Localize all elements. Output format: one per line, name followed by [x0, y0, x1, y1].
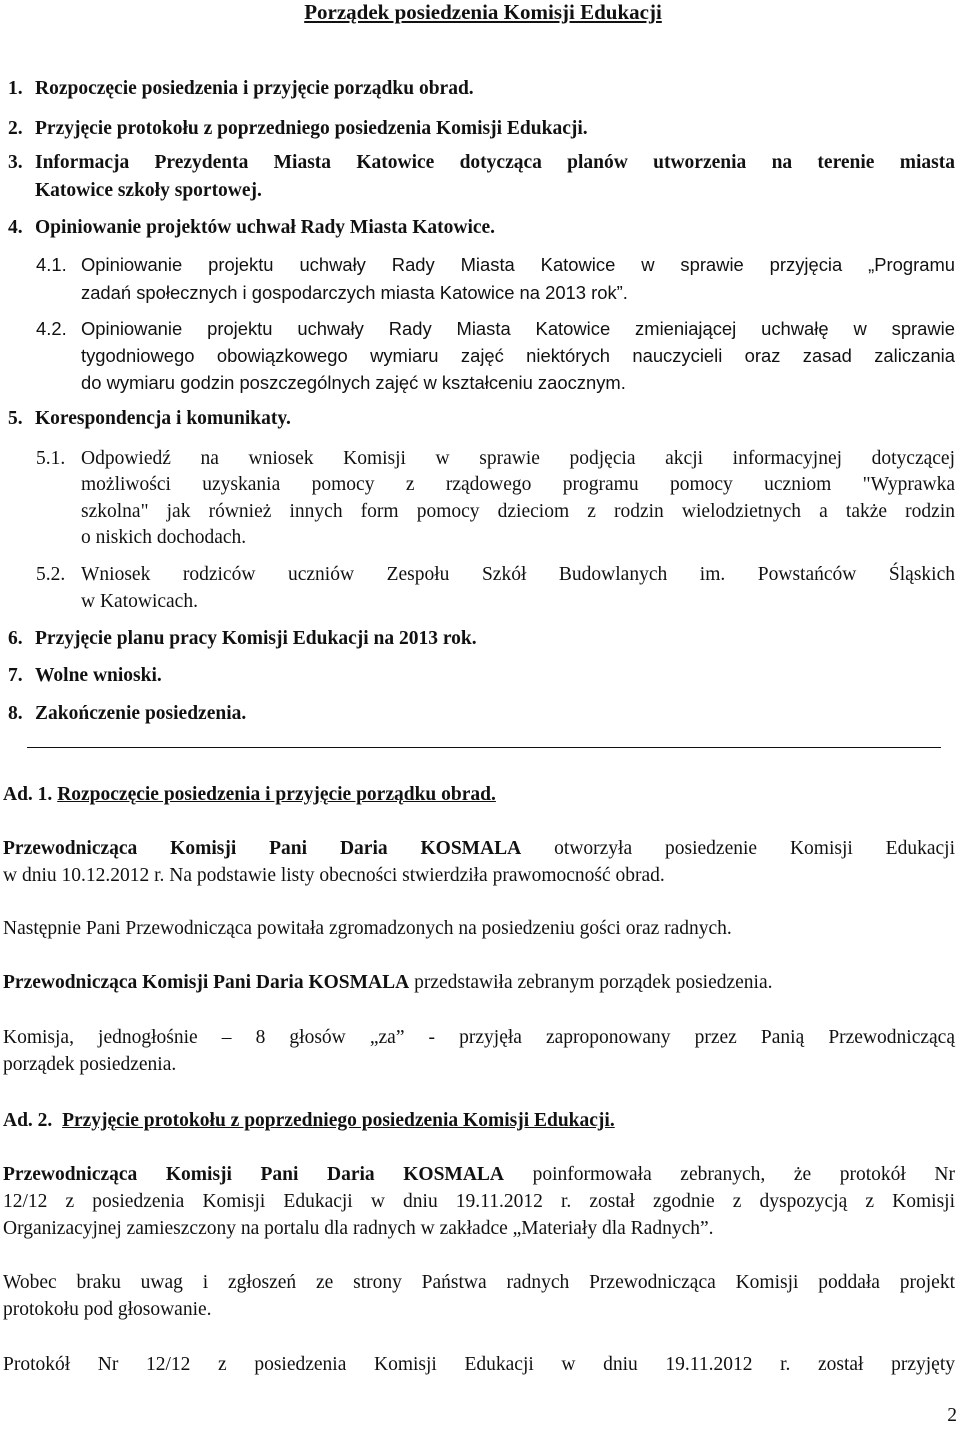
agenda-item-6: 6. Przyjęcie planu pracy Komisji Edukacji na 2013 rok. [8, 628, 477, 649]
ad2-paragraph-3: Protokół Nr 12/12 z posiedzenia Komisji Edukacji w dniu 19.11.2012 r. został przyjęty [3, 1354, 955, 1375]
page-title: Porządek posiedzenia Komisji Edukacji [304, 0, 662, 24]
ad1-paragraph-3: Przewodnicząca Komisji Pani Daria KOSMALA przedstawiła zebranym porządek posiedzenia. [3, 972, 773, 993]
ad1-paragraph-4: Komisja, jednogłośnie – 8 głosów „za” - przyjęła zaproponowany przez Panią Przewodniczącą [3, 1027, 955, 1048]
agenda-item-4-1-cont: zadań społecznych i gospodarczych miasta Katowice na 2013 rok”. [81, 282, 628, 303]
agenda-item-4-2-cont-1: tygodniowego obowiązkowego wymiaru zajęć niektórych nauczycieli oraz zasad zaliczania [81, 345, 955, 366]
ad2-paragraph-1: Przewodnicząca Komisji Pani Daria KOSMALA poinformowała zebranych, że protokół Nr [3, 1164, 955, 1185]
agenda-item-2: 2. Przyjęcie protokołu z poprzedniego posiedzenia Komisji Edukacji. [8, 118, 588, 139]
agenda-item-4: 4. Opiniowanie projektów uchwał Rady Miasta Katowice. [8, 217, 496, 238]
section-divider [27, 747, 941, 748]
agenda-item-4-2-cont-2: do wymiaru godzin poszczególnych zajęć w kształceniu zaocznym. [81, 372, 626, 393]
ad2-heading: Ad. 2. Przyjęcie protokołu z poprzedniego posiedzenia Komisji Edukacji. [3, 1110, 615, 1131]
agenda-item-3-cont: Katowice szkoły sportowej. [35, 180, 262, 201]
page-number: 2 [947, 1405, 957, 1426]
agenda-item-5-1-cont-3: o niskich dochodach. [81, 527, 247, 548]
agenda-item-5-1-num: 5.1. [36, 448, 66, 469]
agenda-item-1: 1. Rozpoczęcie posiedzenia i przyjęcie porządku obrad. [8, 78, 474, 99]
ad1-heading: Ad. 1. Rozpoczęcie posiedzenia i przyjęcie porządku obrad. [3, 784, 496, 805]
agenda-item-5-1-cont-2: szkolna" jak również innych form pomocy dzieciom z rodzin wielodzietnych a także rodzin [81, 501, 955, 522]
agenda-item-5: 5. Korespondencja i komunikaty. [8, 408, 291, 429]
ad2-paragraph-2: Wobec braku uwag i zgłoszeń ze strony Państwa radnych Przewodnicząca Komisji poddała projekt [3, 1272, 955, 1293]
agenda-item-5-2: Wniosek rodziców uczniów Zespołu Szkół Budowlanych im. Powstańców Śląskich [81, 564, 955, 585]
agenda-item-5-2-cont: w Katowicach. [81, 591, 198, 612]
ad2-paragraph-1-cont-2: Organizacyjnej zamieszczony na portalu dla radnych w zakładce „Materiały dla Radnych”. [3, 1218, 714, 1239]
agenda-item-8: 8. Zakończenie posiedzenia. [8, 703, 247, 724]
agenda-item-4-1-num: 4.1. [36, 254, 67, 275]
agenda-item-5-1: Odpowiedź na wniosek Komisji w sprawie podjęcia akcji informacyjnej dotyczącej [81, 448, 955, 469]
agenda-item-5-1-cont-1: możliwości uzyskania pomocy z rządowego programu pomocy uczniom "Wyprawka [81, 474, 955, 495]
ad2-paragraph-1-cont-1: 12/12 z posiedzenia Komisji Edukacji w dniu 19.11.2012 r. został zgodnie z dyspozycją z Komisji [3, 1191, 955, 1212]
ad1-paragraph-4-cont: porządek posiedzenia. [3, 1054, 177, 1075]
ad1-paragraph-1-cont: w dniu 10.12.2012 r. Na podstawie listy obecności stwierdziła prawomocność obrad. [3, 865, 665, 886]
agenda-item-5-2-num: 5.2. [36, 564, 66, 585]
ad1-paragraph-1: Przewodnicząca Komisji Pani Daria KOSMALA otworzyła posiedzenie Komisji Edukacji [3, 838, 955, 859]
ad2-paragraph-2-cont: protokołu pod głosowanie. [3, 1299, 212, 1320]
agenda-item-7: 7. Wolne wnioski. [8, 665, 162, 686]
agenda-item-4-1: Opiniowanie projektu uchwały Rady Miasta Katowice w sprawie przyjęcia „Programu [81, 254, 955, 275]
agenda-item-4-2-num: 4.2. [36, 318, 67, 339]
ad1-paragraph-2: Następnie Pani Przewodnicząca powitała zgromadzonych na posiedzeniu gości oraz radnych. [3, 918, 732, 939]
agenda-item-3: 3. Informacja Prezydenta Miasta Katowice dotycząca planów utworzenia na terenie miasta [8, 152, 955, 173]
agenda-item-4-2: Opiniowanie projektu uchwały Rady Miasta Katowice zmieniającej uchwałę w sprawie [81, 318, 955, 339]
